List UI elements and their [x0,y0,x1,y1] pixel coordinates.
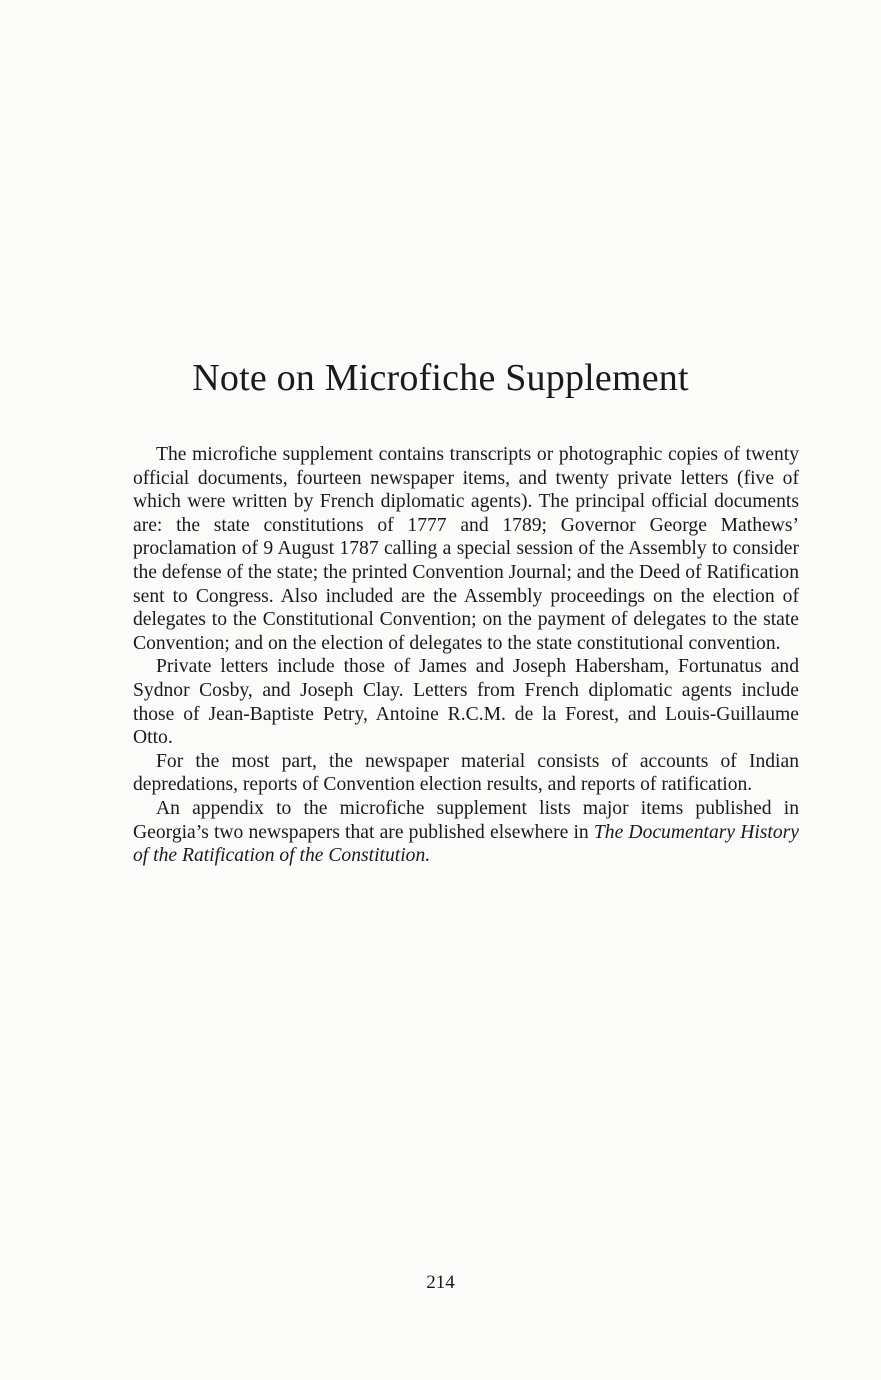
paragraph-4 [133,797,799,868]
body-text [133,443,799,868]
page-number: 214 [426,1272,455,1293]
paragraph-2: Private letters include those of James and Joseph Habersham, Fortunatus and Sydnor Cosby, and Joseph Clay. Letters from French diplomatic agents include those of Jean-Baptiste Petry, Antoine R.C.M. de la Forest, and Louis-Guillaume Otto. [133,656,799,749]
paragraph-3: For the most part, the newspaper material consists of accounts of Indian depredations, reports of Convention election results, and reports of ratification. [133,750,799,796]
book-title: The Documentary History of the Ratification of the Constitution. [133,821,799,867]
paragraph-4-text: An appendix to the microfiche supplement lists major items published in Georgia’s two newspapers that are published elsewhere in [133,797,799,843]
page-title: Note on Microfiche Supplement [192,357,689,399]
paragraph-1: The microfiche supplement contains transcripts or photographic copies of twenty official documents, fourteen newspaper items, and twenty private letters (five of which were written by French diplomatic agents). The principal official documents are: the state constitutions of 1777 and 1789; Governor George Mathews’ proclamation of 9 August 1787 calling a special session of the Assembly to consider the defense of the state; the printed Convention Journal; and the Deed of Ratification sent to Congress. Also included are the Assembly proceedings on the election of delegates to the Constitutional Convention; on the payment of delegates to the state Convention; and on the election of delegates to the state constitutional convention. [133,444,799,654]
